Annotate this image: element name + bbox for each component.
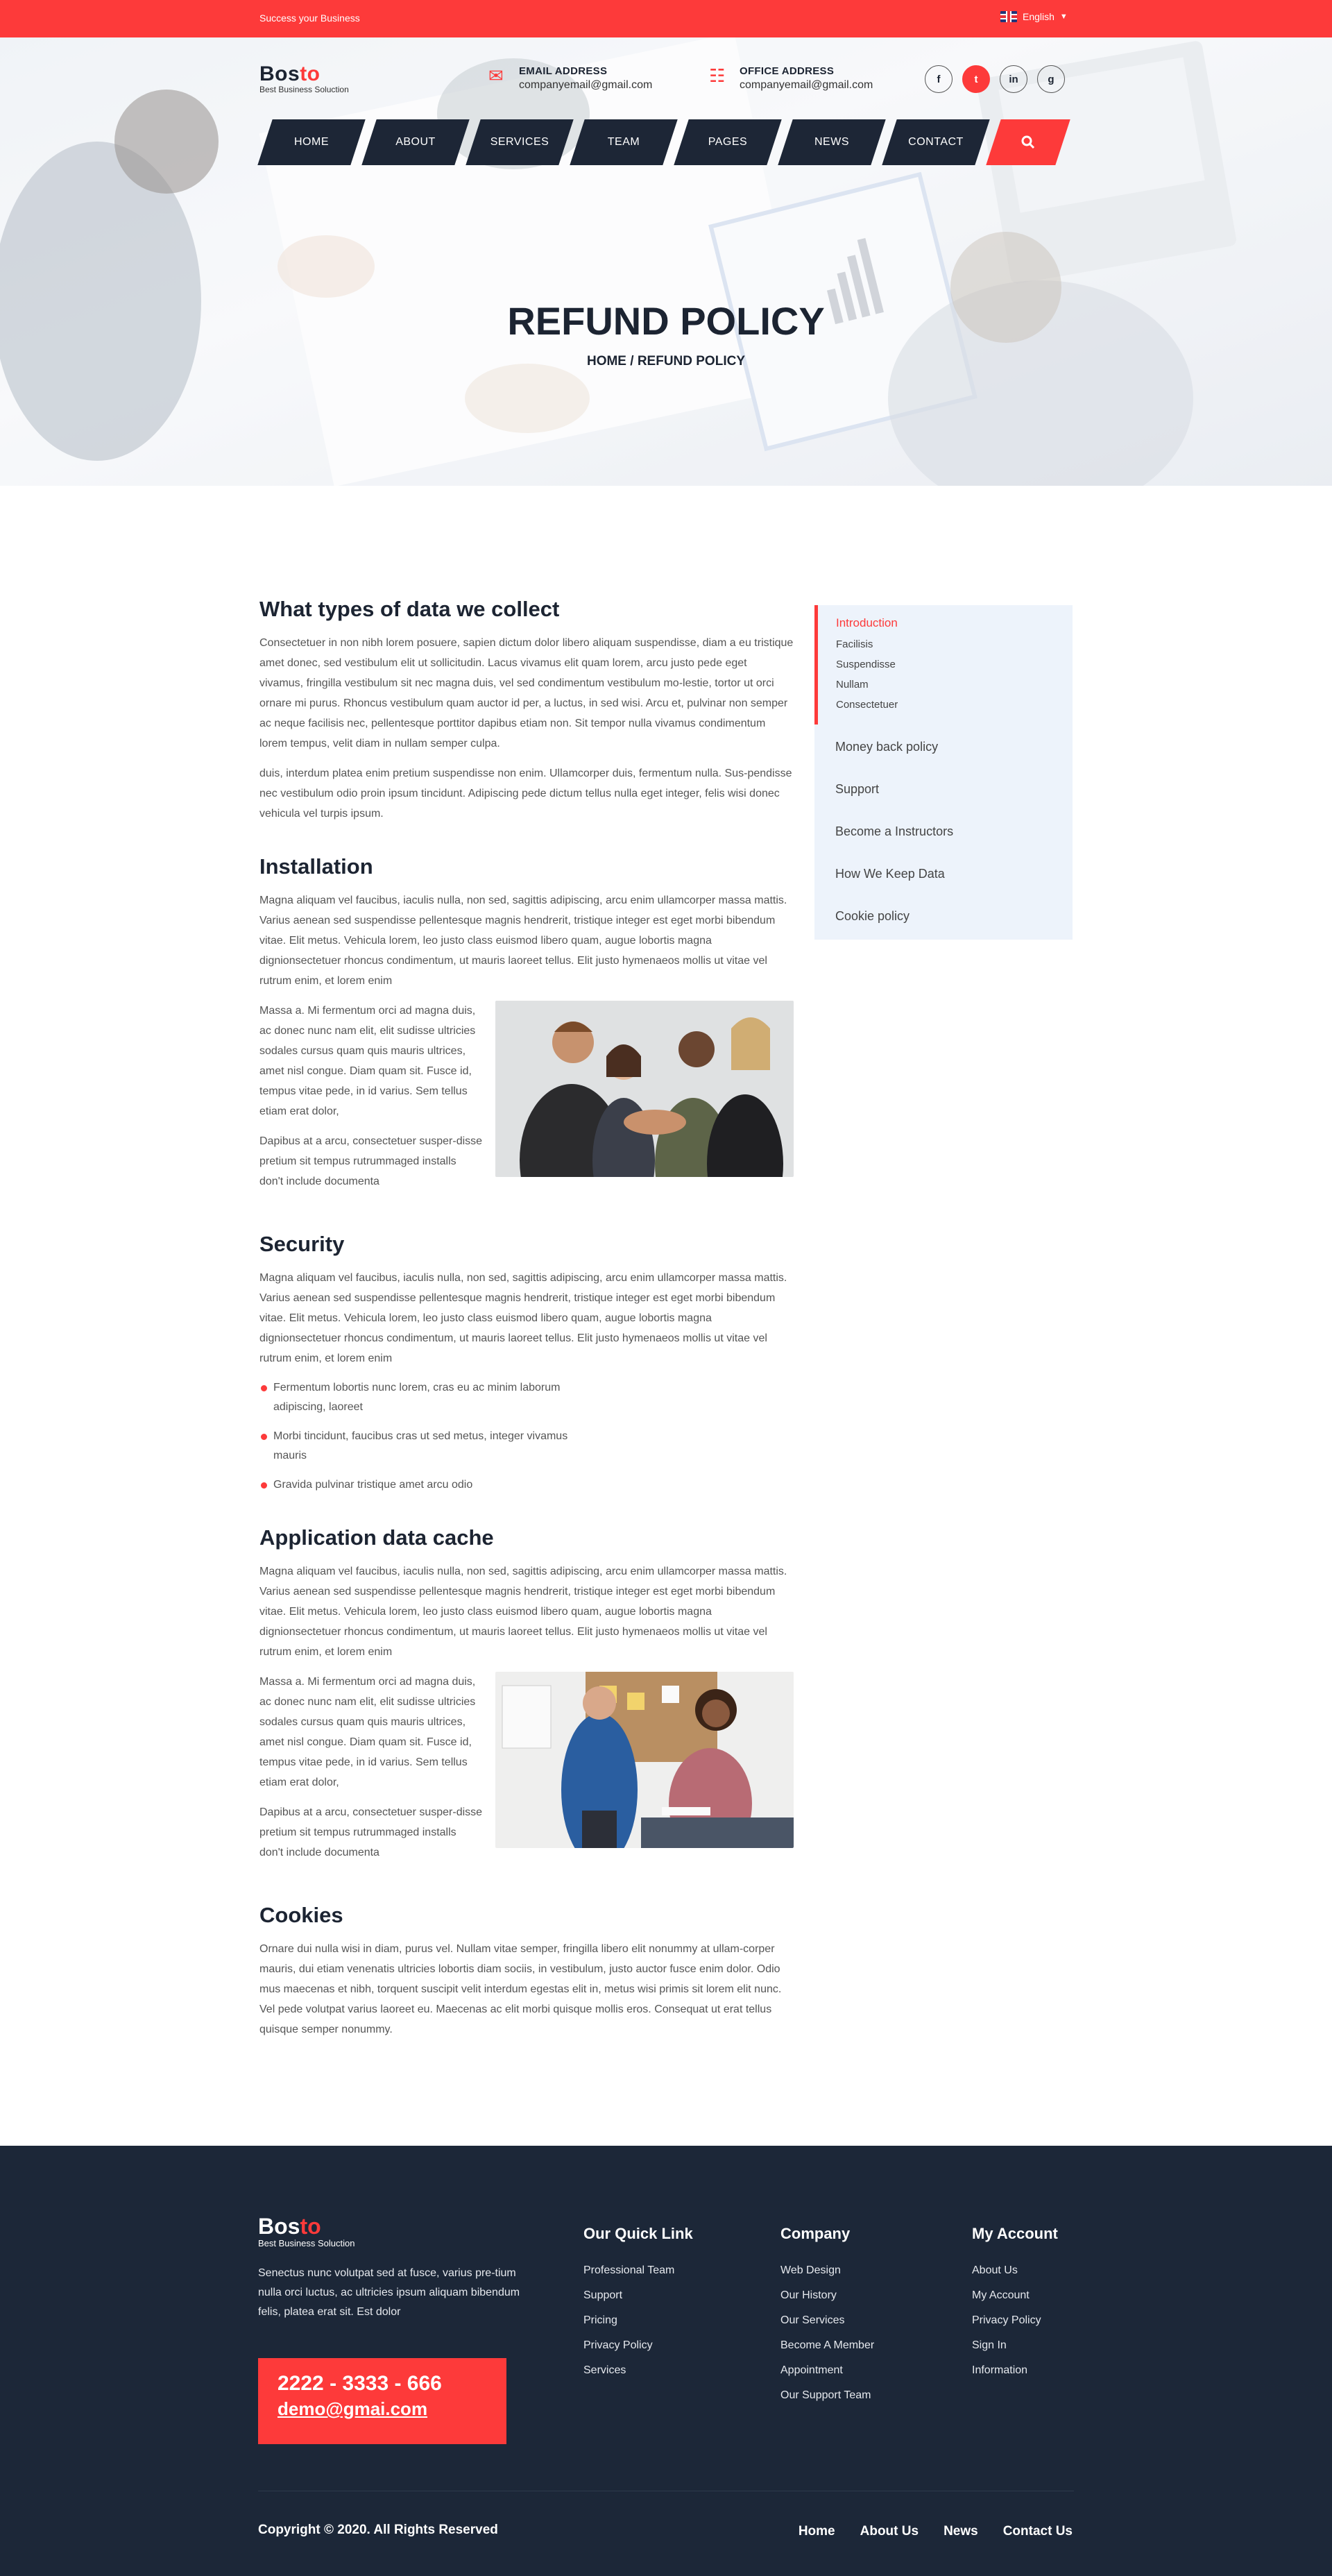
footer-link[interactable]: My Account bbox=[972, 2289, 1030, 2301]
office-team-image bbox=[495, 1672, 794, 1848]
footer bbox=[0, 2146, 1332, 2576]
map-icon: ☷ bbox=[709, 65, 726, 86]
twitter-icon[interactable]: t bbox=[962, 65, 990, 93]
footer-link[interactable]: Privacy Policy bbox=[583, 2339, 653, 2351]
footer-link[interactable]: Privacy Policy bbox=[972, 2314, 1041, 2326]
section-title: What types of data we collect bbox=[259, 597, 560, 621]
header-logo[interactable]: Bosto Best Business Soluction bbox=[259, 62, 349, 94]
envelope-icon: ✉ bbox=[488, 65, 504, 86]
nav-news[interactable]: NEWS bbox=[780, 119, 884, 165]
contact-box bbox=[258, 2358, 506, 2444]
section-title: Application data cache bbox=[259, 1525, 494, 1550]
footer-logo[interactable]: Bosto bbox=[258, 2214, 321, 2239]
footer-phone[interactable]: 2222 - 3333 - 666 bbox=[278, 2372, 442, 2395]
section-installation: Installation Magna aliquam vel faucibus, iaculis nulla, non sed, sagittis adipiscing, arcu enim ullamcorper massa mattis. Varius aenean sed suspendisse pellentesque magnis hendrerit, tristique integer est eget morbi bibendum vitae. Elit metus. Vehicula lorem, leo justo class euismod libero quam, augue lobortis magna dignionsectetuer rhoncus condimentum, ut mauris laoreet tellus. Elit justo hymenaeos mollis ut vitae vel rutrum enim, et lorem enim Massa a. Mi fermentum orci ad magna duis, ac donec nunc nam elit, elit sudisse ultricies sodales cursus quam quis mauris ultrices, amet nisl congue. Diam quam sit. Fusce id, tempus vitae pede, in id varius. Sem tellus etiam erat dolor, Dapibus at a arcu, consectetuer susper-disse pretium sit tempus rutrummaged installs don't include documenta bbox=[259, 854, 794, 1201]
footer-link[interactable]: About Us bbox=[972, 2264, 1018, 2276]
nav-services[interactable]: SERVICES bbox=[468, 119, 572, 165]
team-handshake-image bbox=[495, 1001, 794, 1177]
security-list bbox=[259, 1378, 794, 1495]
footer-link[interactable]: Pricing bbox=[583, 2314, 617, 2326]
section-security: Security Magna aliquam vel faucibus, iaculis nulla, non sed, sagittis adipiscing, arcu enim ullamcorper massa mattis. Varius aenean sed suspendisse pellentesque magnis hendrerit, tristique integer est eget morbi bibendum vitae. Elit metus. Vehicula lorem, leo justo class euismod libero quam, augue lobortis magna dignionsectetuer rhoncus condimentum, ut mauris laoreet tellus. Elit justo hymenaeos mollis ut vitae vel rutrum enim, et lorem enim Fermentum lobortis nunc lorem, cras eu ac minim laborum adipiscing, laoreet Morbi tincidunt, faucibus cras ut sed metus, integer vivamus mauris Gravida pulvinar tristique amet arcu odio bbox=[259, 1232, 794, 1495]
nav-pages[interactable]: PAGES bbox=[676, 119, 780, 165]
sidebar-subitem[interactable]: Facilisis bbox=[836, 638, 873, 650]
sidebar-subitem[interactable]: Consectetuer bbox=[836, 699, 898, 711]
uk-flag-icon bbox=[1000, 11, 1017, 22]
footer-bottom-link[interactable]: About Us bbox=[860, 2524, 919, 2539]
footer-link[interactable]: Information bbox=[972, 2364, 1028, 2376]
section-title: Cookies bbox=[259, 1903, 343, 1927]
office-info: ☷ OFFICE ADDRESS companyemail@gmail.com bbox=[709, 65, 873, 91]
sidebar-item-support[interactable]: Support bbox=[835, 782, 880, 796]
section-title: Security bbox=[259, 1232, 345, 1256]
nav-home[interactable]: HOME bbox=[259, 119, 364, 165]
hero-background-illustration bbox=[0, 37, 1332, 486]
footer-email[interactable]: demo@gmai.com bbox=[278, 2398, 428, 2419]
list-item: Gravida pulvinar tristique amet arcu odio bbox=[259, 1475, 586, 1495]
section-cookies: Cookies Ornare dui nulla wisi in diam, purus vel. Nullam vitae semper, fringilla libero elit nonummy at ullam-corper mauris, dui etiam venenatis ultricies lobortis diam sociis, in vestibulum, justo auctor fusce enim dolor. Odio mus maecenas et nibh, torquent suscipit velit interdum egestas elit in, metus wisi primis sit lorem elit nunc. Vel pede volutpat varius laoreet eu. Maecenas ac elit morbi quisque mollis eros. Consequat ut erat tellus quisque semper nonummy. bbox=[259, 1903, 794, 2040]
logo-tagline: Best Business Soluction bbox=[259, 85, 349, 94]
section-title: Installation bbox=[259, 854, 373, 879]
footer-about: Bosto Best Business Soluction Senectus nunc volutpat sed at fusce, varius pre-tium nulla orci luctus, ac ultricies ipsum aliquam bibendum felis, platea erat sit. Est dolor bbox=[258, 2214, 522, 2322]
page-title: REFUND POLICY bbox=[507, 299, 825, 343]
main-nav bbox=[259, 119, 1068, 165]
nav-team[interactable]: TEAM bbox=[572, 119, 676, 165]
search-button[interactable] bbox=[988, 119, 1068, 165]
footer-link[interactable]: Services bbox=[583, 2364, 626, 2376]
footer-link[interactable]: Our History bbox=[780, 2289, 837, 2301]
tagline: Success your Business bbox=[259, 12, 360, 24]
list-item: Fermentum lobortis nunc lorem, cras eu ac minim laborum adipiscing, laoreet bbox=[259, 1378, 586, 1417]
sidebar-subitem[interactable]: Suspendisse bbox=[836, 659, 896, 670]
email-info: ✉ EMAIL ADDRESS companyemail@gmail.com bbox=[488, 65, 653, 91]
linkedin-icon[interactable]: in bbox=[1000, 65, 1027, 93]
footer-quick-links: Our Quick Link Professional Team Support Pricing Privacy Policy Services bbox=[583, 2225, 693, 2383]
sidebar-item-instructors[interactable]: Become a Instructors bbox=[835, 824, 954, 838]
footer-link[interactable]: Our Support Team bbox=[780, 2389, 871, 2401]
footer-link[interactable]: Our Services bbox=[780, 2314, 845, 2326]
breadcrumb: HOME / REFUND POLICY bbox=[586, 354, 745, 368]
top-bar bbox=[0, 0, 1332, 37]
footer-bottom-link[interactable]: Home bbox=[798, 2524, 835, 2539]
main-content bbox=[259, 597, 794, 2070]
footer-bottom-nav bbox=[799, 2524, 1073, 2539]
chevron-down-icon: ▼ bbox=[1059, 12, 1068, 21]
language-label: English bbox=[1023, 11, 1054, 22]
footer-link[interactable]: Professional Team bbox=[583, 2264, 675, 2276]
sidebar-item-cookie-policy[interactable]: Cookie policy bbox=[835, 909, 910, 923]
footer-account: My Account About Us My Account Privacy Policy Sign In Information bbox=[972, 2225, 1058, 2383]
policy-sidebar bbox=[814, 605, 1073, 940]
footer-link[interactable]: Become A Member bbox=[780, 2339, 875, 2351]
list-item: Morbi tincidunt, faucibus cras ut sed metus, integer vivamus mauris bbox=[259, 1427, 586, 1466]
footer-company: Company Web Design Our History Our Services Become A Member Appointment Our Support Team bbox=[780, 2225, 874, 2408]
nav-contact[interactable]: CONTACT bbox=[884, 119, 988, 165]
hero-banner bbox=[0, 37, 1332, 486]
language-selector[interactable] bbox=[1000, 11, 1068, 22]
facebook-icon[interactable]: f bbox=[925, 65, 953, 93]
section-app-cache: Application data cache Magna aliquam vel faucibus, iaculis nulla, non sed, sagittis adipiscing, arcu enim ullamcorper massa mattis. Varius aenean sed suspendisse pellentesque magnis hendrerit, tristique integer est eget morbi bibendum vitae. Elit metus. Vehicula lorem, leo justo class euismod libero quam, augue lobortis magna dignionsectetuer rhoncus condimentum, ut mauris laoreet tellus. Elit justo hymenaeos mollis ut vitae vel rutrum enim, et lorem enim Massa a. Mi fermentum orci ad magna duis, ac donec nunc nam elit, elit sudisse ultricies sodales cursus quam quis mauris ultrices, amet nisl congue. Diam quam sit. Fusce id, tempus vitae pede, in id varius. Sem tellus etiam erat dolor, Dapibus at a arcu, consectetuer susper-disse pretium sit tempus rutrummaged installs don't include documenta bbox=[259, 1525, 794, 1872]
footer-link[interactable]: Appointment bbox=[780, 2364, 843, 2376]
social-links bbox=[925, 65, 1065, 93]
copyright: Copyright © 2020. All Rights Reserved bbox=[258, 2523, 498, 2537]
sidebar-item-keep-data[interactable]: How We Keep Data bbox=[835, 867, 945, 881]
google-plus-icon[interactable]: g bbox=[1037, 65, 1065, 93]
footer-link[interactable]: Support bbox=[583, 2289, 623, 2301]
sidebar-subitem[interactable]: Nullam bbox=[836, 679, 869, 690]
nav-about[interactable]: ABOUT bbox=[364, 119, 468, 165]
search-icon bbox=[1021, 135, 1035, 149]
sidebar-item-money-back[interactable]: Money back policy bbox=[835, 740, 939, 754]
footer-link[interactable]: Sign In bbox=[972, 2339, 1007, 2351]
footer-bottom-link[interactable]: Contact Us bbox=[1002, 2524, 1073, 2539]
footer-link[interactable]: Web Design bbox=[780, 2264, 841, 2276]
footer-bottom-link[interactable]: News bbox=[944, 2524, 978, 2539]
sidebar-item-introduction[interactable]: Introduction Facilisis Suspendisse Nullam Consectetuer bbox=[814, 605, 1073, 724]
section-data-collect: What types of data we collect Consectetuer in non nibh lorem posuere, sapien dictum dolor libero aliquam suspendisse, diam a eu tristique amet donec, sed vestibulum elit ut sollicitudin. Lacus vivamus elit quam lorem, arcu justo pede eget vivamus, fringilla vestibulum sit nec magna duis, vel sed condimentum vestibulum mo-lestie, tortor ut orci ornare mi purus. Rhoncus vestibulum quam auctor id per, a luctus, in sed wisi. Arcu et, pulvinar non semper ac neque facilisis nec, pellentesque porttitor dapibus etiam non. Sit tempor nulla vivamus condimentum lorem tempus, velit diam in nullam semper culpa. duis, interdum platea enim pretium suspendisse non enim. Ullamcorper duis, fermentum nulla. Sus-pendisse nec vestibulum odio proin ipsum tincidunt. Adipiscing pede dictum tellus nulla eget integer, felis wisi donec vehicula vel turpis ipsum. bbox=[259, 597, 794, 820]
